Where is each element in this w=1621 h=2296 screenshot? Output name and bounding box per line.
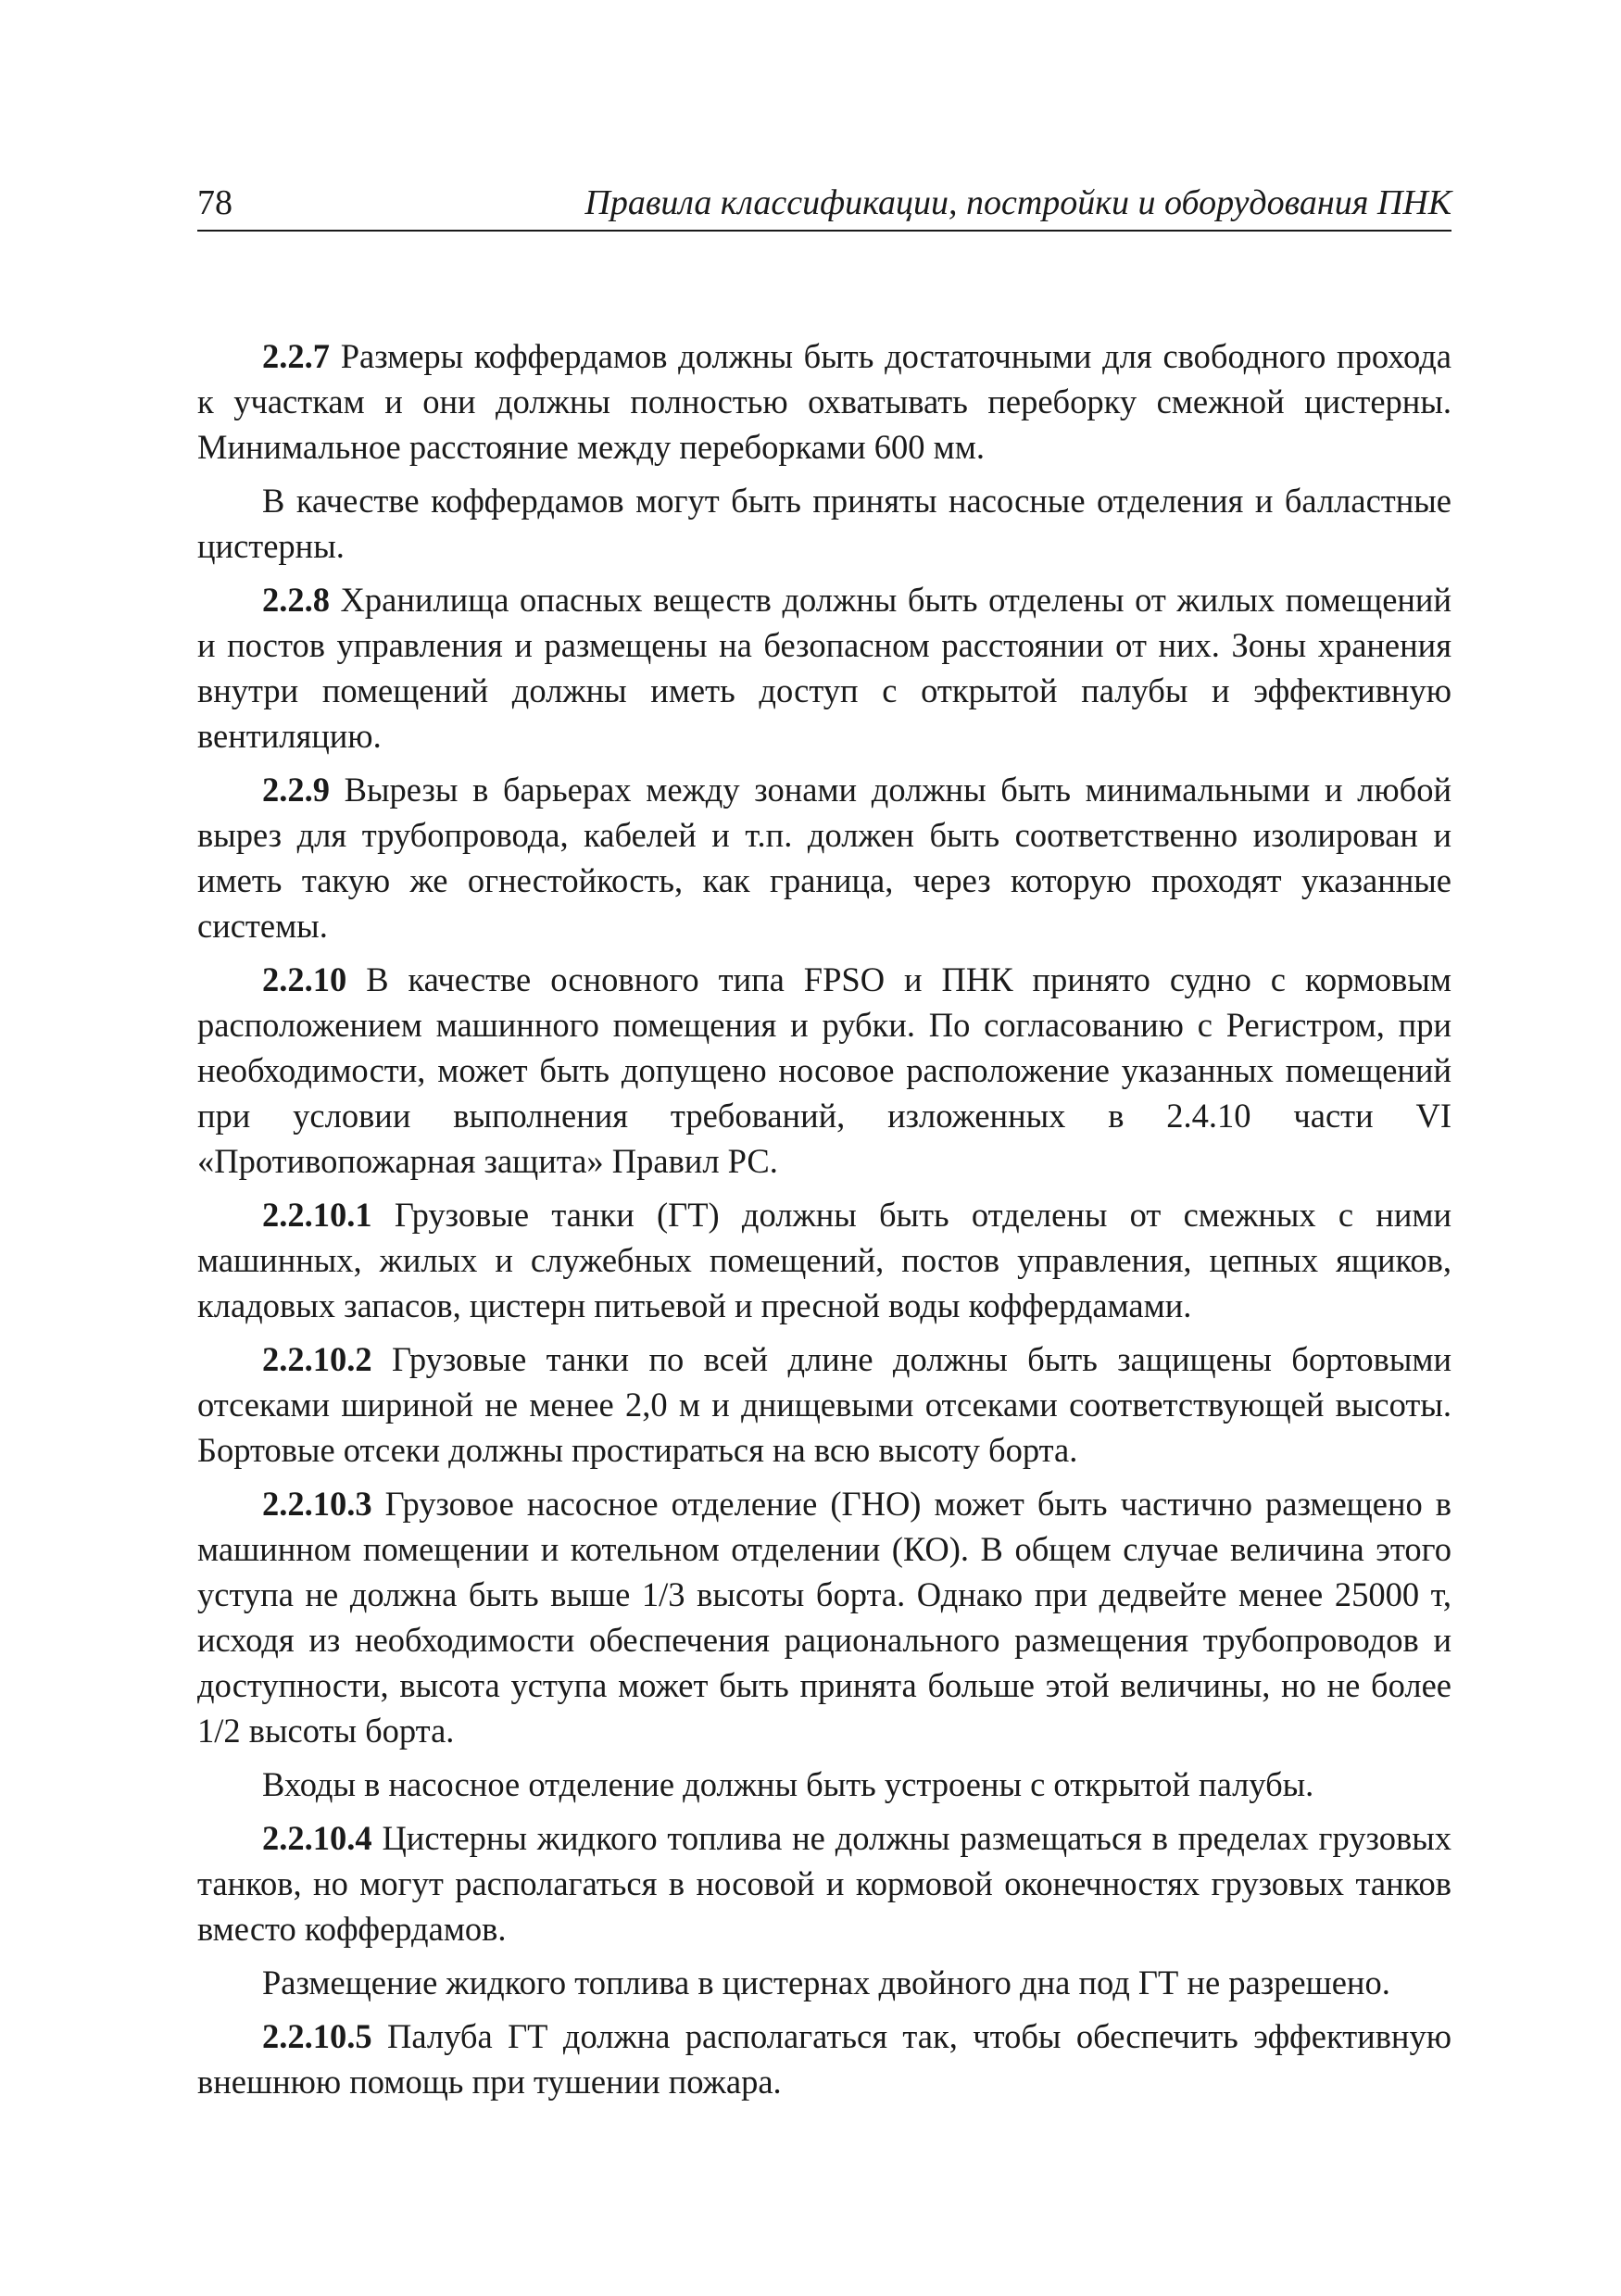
paragraph-2-2-7	[197, 333, 1451, 470]
clause-number: 2.2.10.3	[262, 1485, 372, 1523]
paragraph-text: Размещение жидкого топлива в цистернах двойного дна под ГТ не разрешено.	[262, 1964, 1390, 2001]
paragraph-text: Цистерны жидкого топлива не должны размещаться в пределах грузовых танков, но могут располагаться в носовой и кормовой оконечностях грузовых танков вместо коффердамов.	[197, 1819, 1451, 1948]
paragraph-2-2-8	[197, 577, 1451, 759]
paragraph-text: Вырезы в барьерах между зонами должны быть минимальными и любой вырез для трубопровода, кабелей и т.п. должен быть соответственно изолирован и иметь такую же огнестойкость, как граница, через которую проходят указанные системы.	[197, 771, 1451, 945]
clause-number: 2.2.10.2	[262, 1340, 372, 1378]
paragraph-2-2-10-5	[197, 2014, 1451, 2104]
paragraph-2-2-10-4	[197, 1815, 1451, 1951]
running-header	[197, 176, 1451, 232]
paragraph-2-2-10-3-cont	[197, 1762, 1451, 1807]
paragraph-2-2-10	[197, 957, 1451, 1184]
paragraph-2-2-9	[197, 767, 1451, 948]
body-text	[197, 333, 1451, 2113]
paragraph-text: Хранилища опасных веществ должны быть отделены от жилых помещений и постов управления и размещены на безопасном расстоянии от них. Зоны хранения внутри помещений должны иметь доступ с открытой палубы и эффективную вентиляцию.	[197, 581, 1451, 755]
clause-number: 2.2.10	[262, 960, 347, 998]
paragraph-text: В качестве основного типа FPSO и ПНК принято судно с кормовым расположением машинного помещения и рубки. По согласованию с Регистром, при необходимости, может быть допущено носовое расположение указанных помещений при условии выполнения требований, изложенных в 2.4.10 части VI «Противопожарная защита» Правил РС.	[197, 960, 1451, 1180]
paragraph-text: Палуба ГТ должна располагаться так, чтобы обеспечить эффективную внешнюю помощь при тушении пожара.	[197, 2017, 1451, 2101]
paragraph-text: Размеры коффердамов должны быть достаточными для свободного прохода к участкам и они должны полностью охватывать переборку смежной цистерны. Минимальное расстояние между переборками 600 мм.	[197, 337, 1451, 466]
clause-number: 2.2.10.1	[262, 1196, 372, 1234]
header-title: Правила классификации, постройки и оборудования ПНК	[584, 183, 1451, 222]
clause-number: 2.2.9	[262, 771, 330, 809]
paragraph-2-2-7-cont	[197, 478, 1451, 569]
clause-number: 2.2.8	[262, 581, 330, 619]
paragraph-2-2-10-1	[197, 1192, 1451, 1328]
paragraph-2-2-10-3	[197, 1481, 1451, 1753]
paragraph-text: В качестве коффердамов могут быть приняты насосные отделения и балластные цистерны.	[197, 482, 1451, 565]
paragraph-2-2-10-4-cont	[197, 1960, 1451, 2005]
clause-number: 2.2.7	[262, 337, 330, 375]
paragraph-text: Грузовые танки (ГТ) должны быть отделены от смежных с ними машинных, жилых и служебных помещений, постов управления, цепных ящиков, кладовых запасов, цистерн питьевой и пресной воды коффердамами.	[197, 1196, 1451, 1324]
page-number: 78	[197, 183, 232, 222]
clause-number: 2.2.10.5	[262, 2017, 372, 2055]
paragraph-2-2-10-2	[197, 1336, 1451, 1473]
paragraph-text: Входы в насосное отделение должны быть устроены с открытой палубы.	[262, 1765, 1314, 1803]
paragraph-text: Грузовые танки по всей длине должны быть защищены бортовыми отсеками шириной не менее 2,0 м и днищевыми отсеками соответствующей высоты. Бортовые отсеки должны простираться на всю высоту борта.	[197, 1340, 1451, 1469]
clause-number: 2.2.10.4	[262, 1819, 372, 1857]
paragraph-text: Грузовое насосное отделение (ГНО) может быть частично размещено в машинном помещении и котельном отделении (КО). В общем случае величина этого уступа не должна быть выше 1/3 высоты борта. Однако при дедвейте менее 25000 т, исходя из необходимости обеспечения рационального размещения трубопроводов и доступности, высота уступа может быть принята больше этой величины, но не более 1/2 высоты борта.	[197, 1485, 1451, 1750]
